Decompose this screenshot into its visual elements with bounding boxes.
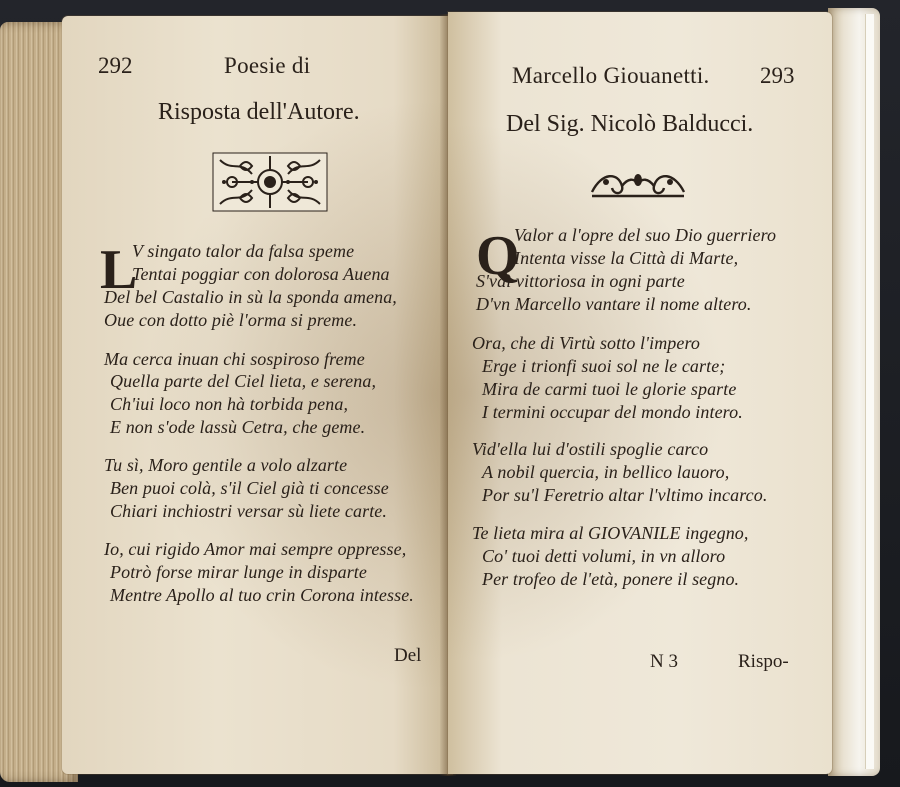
verse-line: Ch'iui loco non hà torbida pena, xyxy=(110,394,349,414)
verse-line: Oue con dotto piè l'orma si preme. xyxy=(104,310,358,330)
verse-line: Tentai poggiar con dolorosa Auena xyxy=(132,264,390,284)
verse-line: Te lieta mira al GIOVANILE ingegno, xyxy=(472,523,749,543)
verse-line: Tu sì, Moro gentile a volo alzarte xyxy=(104,455,348,475)
verse-line: Vid'ella lui d'ostili spoglie carco xyxy=(472,439,709,459)
right-page xyxy=(448,12,832,774)
drop-cap: Q xyxy=(476,225,520,287)
floral-block-ornament xyxy=(212,152,328,212)
verse-line: Mentre Apollo al tuo crin Corona intesse. xyxy=(110,585,414,605)
scroll-ornament xyxy=(588,168,688,200)
verse-line: Io, cui rigido Amor mai sempre oppresse, xyxy=(104,539,407,559)
verse-line: Per trofeo de l'età, ponere il segno. xyxy=(482,569,740,589)
verse-line: Mira de carmi tuoi le glorie sparte xyxy=(482,379,737,399)
catchword: Rispo- xyxy=(738,651,789,672)
signature-mark: N 3 xyxy=(650,651,678,672)
running-head: Marcello Giouanetti. xyxy=(512,63,710,88)
verse-line: Intenta visse la Città di Marte, xyxy=(514,248,739,268)
verse-line: I termini occupar del mondo intero. xyxy=(482,402,743,422)
verse-line: Potrò forse mirar lunge in disparte xyxy=(110,562,368,582)
page-number: 292 xyxy=(98,53,133,78)
verse-line: Erge i trionfi suoi sol ne le carte; xyxy=(482,356,726,376)
page-number: 293 xyxy=(760,63,795,88)
verse-line: Co' tuoi detti volumi, in vn alloro xyxy=(482,546,726,566)
verse-line: Chiari inchiostri versar sù liete carte. xyxy=(110,501,387,521)
poem-title: Risposta dell'Autore. xyxy=(158,99,360,125)
left-page xyxy=(62,16,452,774)
catchword: Del xyxy=(394,645,422,666)
verse-line: Ma cerca inuan chi sospiroso freme xyxy=(104,349,365,369)
verse-line: V singato talor da falsa speme xyxy=(132,241,355,261)
verse-line: Quella parte del Ciel lieta, e serena, xyxy=(110,371,377,391)
verse-line: S'vdì vittoriosa in ogni parte xyxy=(476,271,685,291)
verse-line: Valor a l'opre del suo Dio guerriero xyxy=(514,225,777,245)
poem-title: Del Sig. Nicolò Balducci. xyxy=(506,111,754,137)
verse-line: Ora, che di Virtù sotto l'impero xyxy=(472,333,701,353)
running-head: Poesie di xyxy=(224,53,311,78)
verse-line: Por su'l Feretrio altar l'vltimo incarco. xyxy=(482,485,768,505)
right-page-edges xyxy=(828,8,880,776)
verse-line: Ben puoi colà, s'il Ciel già ti concesse xyxy=(110,478,389,498)
verse-line: Del bel Castalio in sù la sponda amena, xyxy=(104,287,397,307)
verse-line: E non s'ode lassù Cetra, che geme. xyxy=(110,417,366,437)
verse-line: A nobil quercia, in bellico lauoro, xyxy=(482,462,730,482)
verse-line: D'vn Marcello vantare il nome altero. xyxy=(476,294,752,314)
drop-cap: L xyxy=(100,239,138,301)
